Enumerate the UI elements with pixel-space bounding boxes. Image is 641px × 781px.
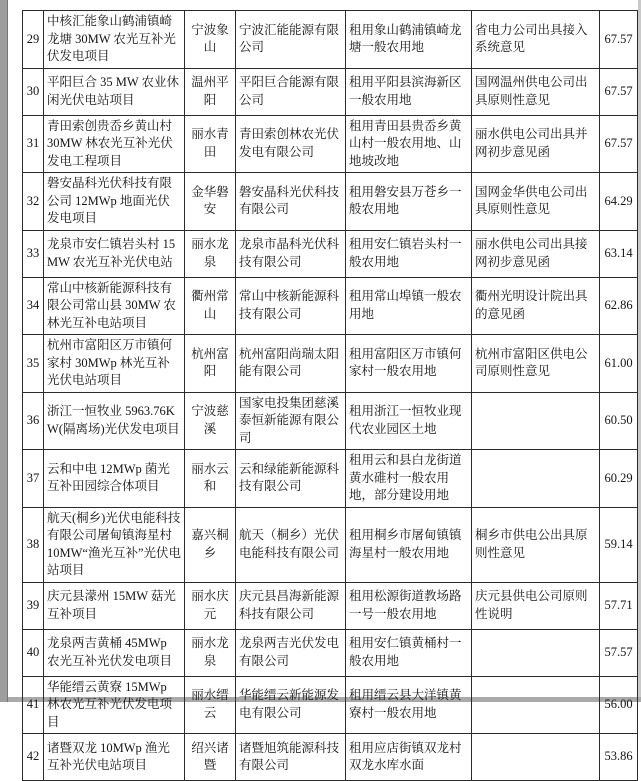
- cell-score: 67.57: [600, 115, 638, 173]
- cell-region: 杭州富阳: [185, 335, 236, 393]
- table-row: [23, 507, 638, 582]
- cell-company: 龙泉市晶科光伏科技有限公司: [236, 230, 346, 277]
- cell-company: 国家电投集团慈溪泰恒新能源有限公司: [236, 392, 346, 450]
- cell-grid-opinion: [472, 392, 600, 450]
- cell-region: 宁波象山: [185, 11, 236, 69]
- cell-score: 60.29: [600, 450, 638, 508]
- cell-project-name: 常山中核新能源科技有限公司常山县 30MW 农林光互补电站项目: [44, 277, 185, 335]
- cell-region: 丽水庆元: [185, 582, 236, 629]
- cell-region: 宁波慈溪: [185, 392, 236, 450]
- cell-company: 常山中核新能源科技有限公司: [236, 277, 346, 335]
- cell-company: 平阳巨合能源有限公司: [236, 68, 346, 115]
- cell-project-name: 庆元县濛州 15MW 菇光互补项目: [44, 582, 185, 629]
- table-row: [23, 115, 638, 173]
- cell-score: 67.57: [600, 11, 638, 69]
- cell-company: 航天（桐乡）光伏电能科技有限公司: [236, 507, 346, 582]
- cell-grid-opinion: 庆元县供电公司原则性说明: [472, 582, 600, 629]
- cell-score: 64.29: [600, 173, 638, 231]
- cell-score: 63.14: [600, 230, 638, 277]
- cell-land-use: 租用缙云县大洋镇黄寮村一般农用地: [346, 676, 472, 734]
- table-row: [23, 629, 638, 676]
- cell-region: 嘉兴桐乡: [185, 507, 236, 582]
- table-row: [23, 173, 638, 231]
- cell-row-number: 32: [23, 173, 44, 231]
- cell-row-number: 30: [23, 68, 44, 115]
- table-row: [23, 230, 638, 277]
- cell-row-number: 41: [23, 676, 44, 734]
- cell-project-name: 磐安晶科光伏科技有限公司 12MWp 地面光伏发电项目: [44, 173, 185, 231]
- cell-land-use: 租用青田县贵岙乡黄山村一般农用地、山地坡改地: [346, 115, 472, 173]
- table-row: [23, 335, 638, 393]
- cell-project-name: 龙泉市安仁镇岩头村 15MW 农光互补光伏电站: [44, 230, 185, 277]
- cell-row-number: 29: [23, 11, 44, 69]
- cell-land-use: 租用常山埠镇一般农用地: [346, 277, 472, 335]
- cell-project-name: 诸暨双龙 10MWp 渔光互补光伏电站项目: [44, 734, 185, 781]
- cell-grid-opinion: 国网温州供电公司出具原则性意见: [472, 68, 600, 115]
- table-row: [23, 277, 638, 335]
- cell-land-use: 租用松源街道教场路一号一般农用地: [346, 582, 472, 629]
- cell-region: 衢州常山: [185, 277, 236, 335]
- cell-score: 53.86: [600, 734, 638, 781]
- cell-project-name: 浙江一恒牧业 5963.76KW(隔离场)光伏发电项目: [44, 392, 185, 450]
- cell-project-name: 华能缙云黄寮 15MWp 林农光互补光伏发电项目: [44, 676, 185, 734]
- cell-grid-opinion: [472, 734, 600, 781]
- cell-score: 57.57: [600, 629, 638, 676]
- cell-row-number: 37: [23, 450, 44, 508]
- table-row: [23, 392, 638, 450]
- cell-company: 青田索创林农光伏发电有限公司: [236, 115, 346, 173]
- table-row: [23, 734, 638, 781]
- cell-score: 59.14: [600, 507, 638, 582]
- table-body: [23, 11, 638, 781]
- cell-grid-opinion: 丽水供电公司出具接网初步意见函: [472, 230, 600, 277]
- cell-land-use: 租用富阳区万市镇何家村一般农用地: [346, 335, 472, 393]
- cell-row-number: 31: [23, 115, 44, 173]
- cell-land-use: 租用浙江一恒牧业现代农业园区土地: [346, 392, 472, 450]
- cell-grid-opinion: 衢州光明设计院出具的意见函: [472, 277, 600, 335]
- cell-grid-opinion: [472, 676, 600, 734]
- cell-company: 龙泉两吉光伏发电有限公司: [236, 629, 346, 676]
- cell-land-use: 租用安仁镇黄桶村一般农用地: [346, 629, 472, 676]
- cell-project-name: 云和中电 12MWp 菌光互补田园综合体项目: [44, 450, 185, 508]
- cell-region: 丽水青田: [185, 115, 236, 173]
- cell-land-use: 租用安仁镇岩头村一般农用地: [346, 230, 472, 277]
- cell-project-name: 平阳巨合 35 MW 农业休闲光伏电站项目: [44, 68, 185, 115]
- cell-land-use: 租用平阳县滨海新区一般农用地: [346, 68, 472, 115]
- table-row: [23, 68, 638, 115]
- cell-company: 杭州富阳尚瑞太阳能有限公司: [236, 335, 346, 393]
- cell-row-number: 39: [23, 582, 44, 629]
- cell-company: 云和绿能新能源科技有限公司: [236, 450, 346, 508]
- table-row: [23, 11, 638, 69]
- cell-land-use: 租用桐乡市屠甸镇镇海星村一般农用地: [346, 507, 472, 582]
- cell-company: 宁波汇能能源有限公司: [236, 11, 346, 69]
- cell-project-name: 杭州市富阳区万市镇何家村 30MWp 林光互补光伏电站项目: [44, 335, 185, 393]
- cell-project-name: 青田索创贵岙乡黄山村 30MW 林农光互补光伏发电工程项目: [44, 115, 185, 173]
- cell-region: 金华磐安: [185, 173, 236, 231]
- cell-project-name: 中核汇能象山鹤浦镇崎龙塘 30MW 农光互补光伏发电项目: [44, 11, 185, 69]
- cell-company: 庆元县昌海新能源科技有限公司: [236, 582, 346, 629]
- cell-grid-opinion: 国网金华供电公司出具原则性意见: [472, 173, 600, 231]
- table-row: [23, 676, 638, 734]
- cell-row-number: 33: [23, 230, 44, 277]
- cell-grid-opinion: 桐乡市供电公出具原则性意见: [472, 507, 600, 582]
- cell-company: 诸暨旭筑能源科技有限公司: [236, 734, 346, 781]
- cell-company: 磐安晶科光伏科技有限公司: [236, 173, 346, 231]
- cell-score: 67.57: [600, 68, 638, 115]
- cell-grid-opinion: [472, 629, 600, 676]
- page-left-edge: [0, 0, 8, 702]
- pv-projects-table: [22, 10, 638, 781]
- cell-row-number: 40: [23, 629, 44, 676]
- cell-score: 56.00: [600, 676, 638, 734]
- cell-row-number: 36: [23, 392, 44, 450]
- cell-row-number: 35: [23, 335, 44, 393]
- cell-score: 61.00: [600, 335, 638, 393]
- cell-project-name: 龙泉两吉黄桶 45MWp 农光互补光伏发电项目: [44, 629, 185, 676]
- cell-grid-opinion: 杭州市富阳区供电公司原则性意见: [472, 335, 600, 393]
- cell-score: 57.71: [600, 582, 638, 629]
- table-row: [23, 582, 638, 629]
- cell-project-name: 航天(桐乡)光伏电能科技有限公司屠甸镇海星村 10MW“渔光互补”光伏电站项目: [44, 507, 185, 582]
- cell-row-number: 38: [23, 507, 44, 582]
- cell-row-number: 42: [23, 734, 44, 781]
- cell-land-use: 租用象山鹤浦镇崎龙塘一般农用地: [346, 11, 472, 69]
- cell-region: 丽水云和: [185, 450, 236, 508]
- cell-score: 62.86: [600, 277, 638, 335]
- cell-company: 华能缙云新能源发电有限公司: [236, 676, 346, 734]
- cell-grid-opinion: [472, 450, 600, 508]
- cell-region: 丽水龙泉: [185, 230, 236, 277]
- cell-region: 丽水龙泉: [185, 629, 236, 676]
- cell-land-use: 租用磐安县万苍乡一般农用地: [346, 173, 472, 231]
- cell-land-use: 租用应店街镇双龙村双龙水库水面: [346, 734, 472, 781]
- cell-region: 丽水缙云: [185, 676, 236, 734]
- cell-region: 温州平阳: [185, 68, 236, 115]
- cell-grid-opinion: 丽水供电公司出具并网初步意见函: [472, 115, 600, 173]
- cell-row-number: 34: [23, 277, 44, 335]
- table-row: [23, 450, 638, 508]
- cell-grid-opinion: 省电力公司出具接入系统意见: [472, 11, 600, 69]
- cell-land-use: 租用云和县白龙街道黄水碓村一般农用地，部分建设用地: [346, 450, 472, 508]
- cell-score: 60.50: [600, 392, 638, 450]
- cell-region: 绍兴诸暨: [185, 734, 236, 781]
